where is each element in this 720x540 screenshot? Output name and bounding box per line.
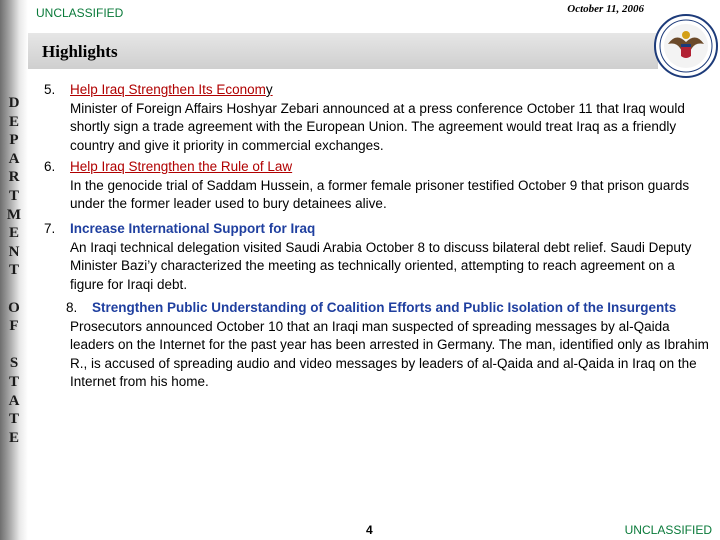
item-number: 5.	[44, 82, 56, 97]
side-letter: P	[9, 132, 19, 149]
item-body: Prosecutors announced October 10 that an Iraqi man suspected of spreading messages by al-Qaida leaders on the Internet for the past year has been arrested in Germany. The man, identified only as Ibrahim R., is accused of spreading audio and video messages by leaders of al-Qaida and al-Qaida in Iraq on the Internet from his home.	[70, 318, 709, 389]
department-seal-icon	[654, 14, 718, 78]
item-heading: Increase International Support for Iraq	[70, 221, 316, 236]
side-letter: M	[6, 206, 22, 223]
side-letter: A	[8, 150, 20, 167]
side-letter: O	[8, 299, 20, 316]
classification-top: UNCLASSIFIED	[36, 6, 124, 20]
item-body: An Iraqi technical delegation visited Saudi Arabia October 8 to discuss bilateral debt relief. Saudi Deputy Minister Bazi’y characterized the meeting as technically oriented, attempting to reach agreement on a figure for Iraqi debt.	[70, 239, 692, 292]
side-letter: E	[8, 429, 19, 446]
item-body: Minister of Foreign Affairs Hoshyar Zebari announced at a press conference October 11 that Iraq would shortly sign a trade agreement with the European Union. The agreement would treat Iraq as a friendly country and give it priority in commercial exchanges.	[70, 100, 685, 153]
side-letter: D	[8, 95, 20, 111]
side-letter: T	[8, 187, 19, 204]
side-letter: R	[8, 169, 20, 186]
page-title: Highlights	[42, 42, 118, 61]
highlight-item-6	[44, 158, 712, 214]
side-letter: T	[8, 373, 19, 390]
item-number: 6.	[44, 159, 56, 174]
highlight-item-8	[44, 299, 712, 392]
side-letter: E	[8, 113, 19, 130]
header-band	[28, 33, 658, 69]
side-letter: S	[9, 355, 19, 372]
side-letter: E	[8, 225, 19, 242]
item-number: 8.	[66, 300, 78, 315]
side-letter: A	[8, 392, 20, 409]
classification-bottom: UNCLASSIFIED	[624, 523, 712, 537]
side-letter	[0, 336, 28, 355]
highlight-item-5	[44, 81, 712, 155]
item-heading-text: Help Iraq Strengthen Its Econom	[70, 82, 266, 97]
document-date: October 11, 2006	[567, 3, 644, 15]
item-heading[interactable]	[70, 81, 712, 100]
side-letter: N	[8, 243, 20, 260]
item-body: In the genocide trial of Saddam Hussein, a former female prisoner testified October 9 that prison guards under the former leader used to bury detainees alive.	[70, 177, 690, 211]
item-number: 7.	[44, 221, 56, 236]
page-number: 4	[366, 523, 373, 537]
side-letter: F	[9, 318, 19, 335]
side-letter: T	[8, 411, 19, 428]
item-heading-tail: y	[265, 82, 273, 97]
item-heading[interactable]: Help Iraq Strengthen the Rule of Law	[70, 159, 293, 174]
side-letter	[0, 280, 28, 299]
department-of-state-vertical-text	[0, 94, 28, 447]
side-letter: T	[8, 262, 19, 279]
item-heading: Strengthen Public Understanding of Coalition Efforts and Public Isolation of the Insurgents	[92, 300, 677, 315]
highlight-item-7	[44, 220, 712, 294]
